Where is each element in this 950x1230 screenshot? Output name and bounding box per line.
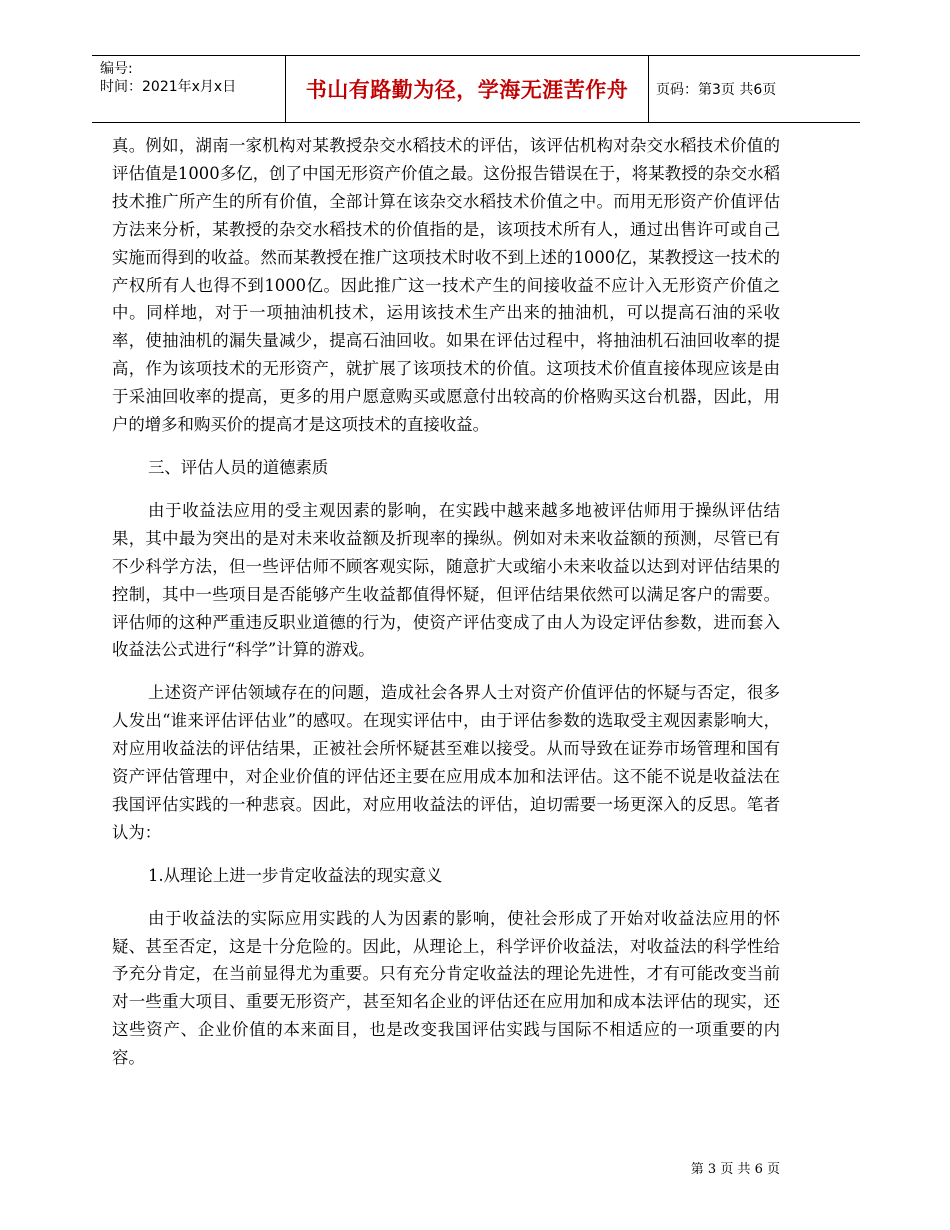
header-left-cell — [92, 56, 285, 122]
document-body — [112, 132, 780, 1072]
body-paragraph: 真。例如，湖南一家机构对某教授杂交水稻技术的评估，该评估机构对杂交水稻技术价值的评估值是1000多亿，创了中国无形资产价值之最。这份报告错误在于，将某教授的杂交水稻技术推广所产生的所有价值，全部计算在该杂交水稻技术价值之中。而用无形资产价值评估方法来分析，某教授的杂交水稻技术的价值指的是，该项技术所有人，通过出售许可或自己实施而得到的收益。然而某教授在推广这项技术时收不到上述的1000亿，某教授这一技术的产权所有人也得不到1000亿。因此推广这一技术产生的间接收益不应计入无形资产价值之中。同样地，对于一项抽油机技术，运用该技术生产出来的抽油机，可以提高石油的采收率，使抽油机的漏失量减少，提高石油回收。如果在评估过程中，将抽油机石油回收率的提高，作为该项技术的无形资产，就扩展了该项技术的价值。这项技术价值直接体现应该是由于采油回收率的提高，更多的用户愿意购买或愿意付出较高的价格购买这台机器，因此，用户的增多和购买价的提高才是这项技术的直接收益。 — [112, 136, 780, 435]
header-motto: 书山有路勤为径，学海无涯苦作舟 — [285, 56, 649, 122]
page-footer: 第 3 页 共 6 页 — [690, 1162, 780, 1177]
body-paragraph: 由于收益法的实际应用实践的人为因素的影响，使社会形成了开始对收益法应用的怀疑、甚至否定，这是十分危险的。因此，从理论上，科学评价收益法，对收益法的科学性给予充分肯定，在当前显得尤为重要。只有充分肯定收益法的理论先进性，才有可能改变当前对一些重大项目、重要无形资产，甚至知名企业的评估还在应用加和成本法评估的现实，还这些资产、企业价值的本来面目，也是改变我国评估实践与国际不相适应的一项重要的内容。 — [112, 908, 780, 1068]
document-code-label: 编号: — [100, 61, 133, 77]
body-paragraph: 上述资产评估领域存在的问题，造成社会各界人士对资产价值评估的怀疑与否定，很多人发出“谁来评估评估业”的感叹。在现实评估中，由于评估参数的选取受主观因素影响大，对应用收益法的评估结果，正被社会所怀疑甚至难以接受。从而导致在证券市场管理和国有资产评估管理中，对企业价值的评估还主要在应用成本加和法评估。这不能不说是收益法在我国评估实践的一种悲哀。因此，对应用收益法的评估，迫切需要一场更深入的反思。笔者认为： — [112, 683, 780, 842]
document-date-label: 时间：2021年x月x日 — [100, 79, 237, 95]
section-heading: 三、评估人员的道德素质 — [148, 457, 329, 477]
body-paragraph: 由于收益法应用的受主观因素的影响，在实践中越来越多地被评估师用于操纵评估结果，其中最为突出的是对未来收益额及折现率的操纵。例如对未来收益额的预测，尽管已有不少科学方法，但一些评估师不顾客观实际，随意扩大或缩小未来收益以达到对评估结果的控制，其中一些项目是否能够产生收益都值得怀疑，但评估结果依然可以满足客户的需要。评估师的这种严重违反职业道德的行为，使资产评估变成了由人为设定评估参数，进而套入收益法公式进行“科学”计算的游戏。 — [112, 500, 780, 660]
subsection-heading: 1.从理论上进一步肯定收益法的现实意义 — [148, 865, 443, 885]
page-header — [92, 55, 860, 123]
header-page-info: 页码：第3页 共6页 — [656, 82, 777, 98]
